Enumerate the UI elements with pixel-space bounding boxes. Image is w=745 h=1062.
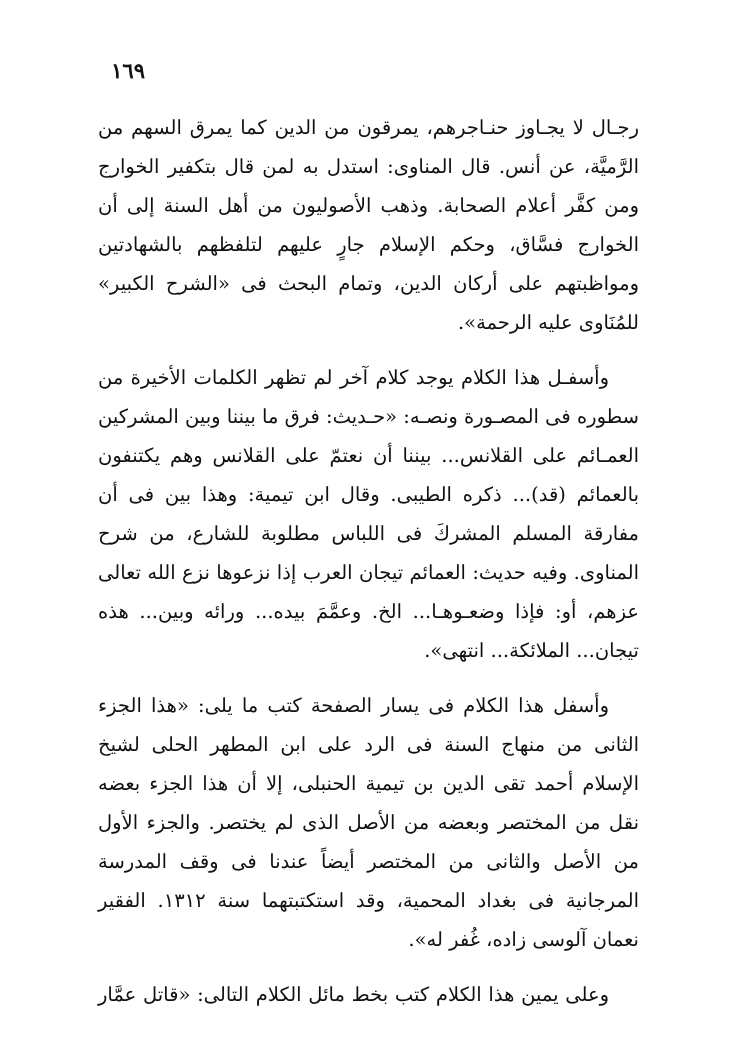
paragraph-1: رجـال لا يجـاوز حنـاجرهم، يمرقون من الدين كما يمرق السهم من الرَّميَّة، عن أنس. قال المناوى: استدل به لمن قال بتكفير الخوارج ومن كفَّر أعلام الصحابة. وذهب الأصوليون من أهل السنة إلى أن الخوارج فسَّاق، وحكم الإسلام جارٍ عليهم لتلفظهم بالشهادتين ومواظبتهم على أركان الدين، وتمام البحث فى «الشرح الكبير» للمُنَاوى عليه الرحمة». [98, 116, 639, 334]
paragraph-4: وعلى يمين هذا الكلام كتب بخط مائل الكلام التالى: «قاتل عمَّار [98, 983, 609, 1006]
paragraph-2: وأسفـل هذا الكلام يوجد كلام آخر لم تظهر الكلمات الأخيرة من سطوره فى المصـورة ونصـه: «حـديث: فرق ما بيننا وبين المشركين العمـائم على القلانس... بيننا أن نعتمّ على القلانس وهم يكتنفون بالعمائم (قد)... ذكره الطيبى. وقال ابن تيمية: وهذا بين فى أن مفارقة المسلم المشركَ فى اللباس مطلوبة للشارع، من شرح المناوى. وفيه حديث: العمائم تيجان العرب إذا نزعوها نزع الله تعالى عزهم، أو: فإذا وضعـوهـا... الخ. وعمَّمَ بيده... ورائه وبين... هذه تيجان... الملائكة... انتهى». [98, 366, 639, 662]
page-number: ١٦٩ [111, 58, 145, 83]
paragraph-3: وأسفل هذا الكلام فى يسار الصفحة كتب ما يلى: «هذا الجزء الثانى من منهاج السنة فى الرد على ابن المطهر الحلى لشيخ الإسلام أحمد تقى الدين بن تيمية الحنبلى، إلا أن هذا الجزء بعضه نقل من المختصر وبعضه من الأصل الذى لم يختصر. والجزء الأول من الأصل والثانى من المختصر أيضاً عندنا فى وقف المدرسة المرجانية فى بغداد المحمية، وقد استكتبتهما سنة ١٣١٢. الفقير نعمان آلوسى زاده، غُفر له». [98, 694, 639, 951]
body-text [98, 108, 639, 1030]
